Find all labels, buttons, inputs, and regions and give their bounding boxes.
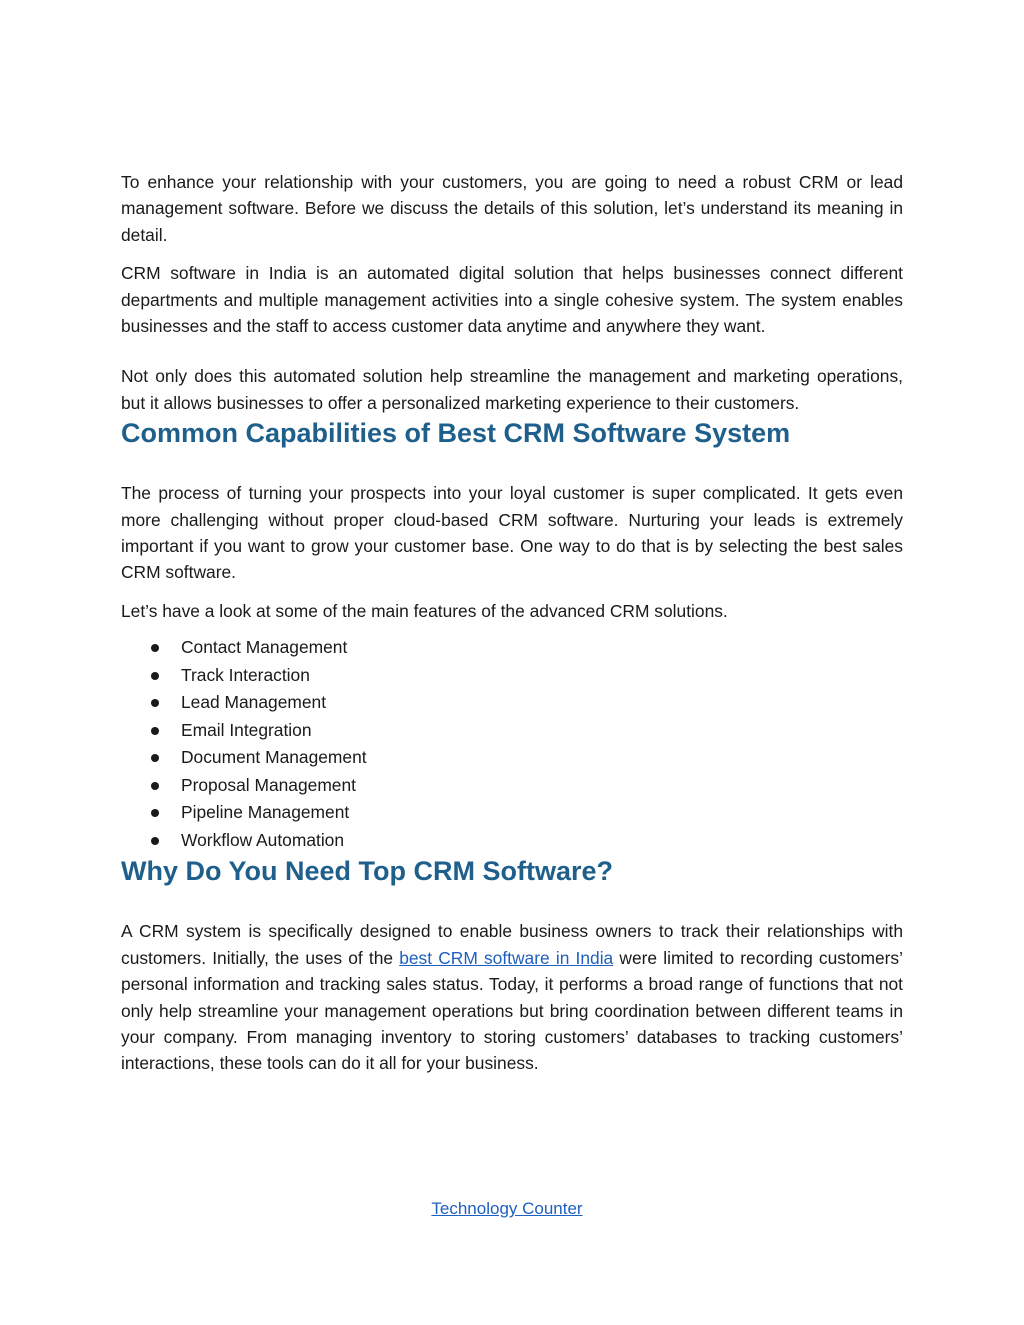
feature-label: Pipeline Management	[181, 802, 350, 823]
list-item	[121, 827, 903, 855]
list-item	[121, 772, 903, 800]
why-crm-paragraph	[121, 918, 903, 1076]
bullet-icon	[151, 809, 159, 817]
list-item	[121, 717, 903, 745]
why-crm-text-end: were limited to recording customers’ personal information and tracking sales status. Today, it performs a broad range of functions that not only help streamline your management operations but bring coordination between different teams in your company. From managing inventory to storing customers’ databases to tracking customers’ interactions, these tools can do it all for your business.	[121, 947, 903, 1074]
bullet-icon	[151, 672, 159, 680]
why-crm-text-start: A CRM system is specifically designed to enable business owners to track their relationships with customers. Initially, the uses of the	[121, 921, 903, 968]
capabilities-paragraph: The process of turning your prospects into your loyal customer is super complicated. It gets even more challenging without proper cloud-based CRM software. Nurturing your leads is extremely important if you want to grow your customer base. One way to do that is by selecting the best sales CRM software.	[121, 483, 903, 583]
features-list	[121, 634, 903, 854]
bullet-icon	[151, 837, 159, 845]
feature-label: Lead Management	[181, 692, 327, 713]
list-item	[121, 634, 903, 662]
intro-paragraph: To enhance your relationship with your customers, you are going to need a robust CRM or lead management software. Before we discuss the details of this solution, let’s understand its meaning in detail.	[121, 172, 903, 245]
capabilities-heading: Common Capabilities of Best CRM Software System	[121, 418, 791, 449]
bullet-icon	[151, 782, 159, 790]
benefit-paragraph: Not only does this automated solution help streamline the management and marketing operations, but it allows businesses to offer a personalized marketing experience to their customers.	[121, 366, 903, 413]
bullet-icon	[151, 727, 159, 735]
document-body	[121, 169, 903, 1077]
list-item	[121, 744, 903, 772]
feature-label: Track Interaction	[181, 664, 310, 685]
bullet-icon	[151, 699, 159, 707]
feature-label: Proposal Management	[181, 774, 356, 795]
footer	[0, 1198, 1014, 1220]
features-intro: Let’s have a look at some of the main features of the advanced CRM solutions.	[121, 600, 728, 621]
list-item	[121, 799, 903, 827]
feature-label: Workflow Automation	[181, 829, 345, 850]
definition-paragraph: CRM software in India is an automated digital solution that helps businesses connect different departments and multiple management activities into a single cohesive system. The system enables businesses and the staff to access customer data anytime and anywhere they want.	[121, 263, 903, 337]
feature-label: Email Integration	[181, 719, 312, 740]
list-item	[121, 662, 903, 690]
why-crm-heading: Why Do You Need Top CRM Software?	[121, 856, 613, 887]
best-crm-software-link[interactable]: best CRM software in India	[399, 947, 614, 968]
bullet-icon	[151, 754, 159, 762]
feature-label: Document Management	[181, 747, 367, 768]
technology-counter-link[interactable]: Technology Counter	[431, 1199, 583, 1218]
bullet-icon	[151, 644, 159, 652]
list-item	[121, 689, 903, 717]
feature-label: Contact Management	[181, 637, 348, 658]
